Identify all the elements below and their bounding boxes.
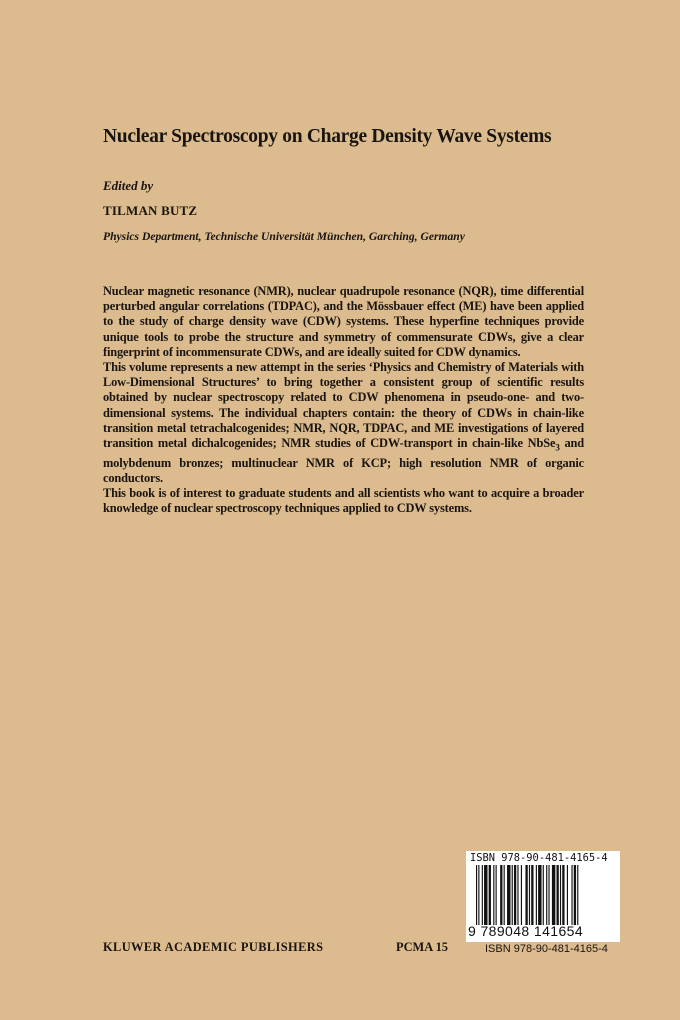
barcode-bar [517,865,518,925]
barcode-bar [536,865,537,925]
edited-by-label: Edited by [103,178,154,193]
barcode-bar [512,865,513,925]
barcode-bar [478,865,479,925]
isbn-top-label: ISBN 978-90-481-4165-4 [470,852,608,864]
barcode-bar [493,865,494,925]
editor-name: TILMAN BUTZ [103,203,198,218]
barcode-bar [577,865,578,925]
series-code: PCMA 15 [396,940,448,954]
barcode-bar [504,865,505,925]
barcode-bar [531,865,533,925]
barcode-bar [546,865,547,925]
publisher-name: KLUWER ACADEMIC PUBLISHERS [103,940,324,954]
barcode-bar [525,865,527,925]
barcode-bar [521,865,522,925]
barcode-bar [476,865,477,925]
ean-digits: 9 789048 141654 [468,923,583,939]
barcode-bar [548,865,549,925]
barcode-bar [484,865,487,925]
isbn-bottom-label: ISBN 978-90-481-4165-4 [485,943,608,955]
barcode-bar [529,865,530,925]
barcode-bar [552,865,555,925]
description-paragraph-2 [103,360,584,486]
barcode-bar [571,865,572,925]
description-paragraph-2-tail: and molybdenum bronzes; multinuclear NMR of KCP; high resolution NMR of organic conductors. [103,436,584,485]
barcode-bar [567,865,568,925]
editor-affiliation: Physics Department, Technische Universität München, Garching, Germany [103,230,465,243]
description-paragraph-3: This book is of interest to graduate students and all scientists who want to acquire a broader knowledge of nuclear spectroscopy techniques applied to CDW systems. [103,486,584,516]
barcode-bar [489,865,491,925]
book-title: Nuclear Spectroscopy on Charge Density Wave Systems [103,126,552,147]
barcode-bar [482,865,483,925]
barcode-bar [538,865,541,925]
barcode-bar [543,865,544,925]
barcode-bar [507,865,510,925]
subscript-3: 3 [555,442,560,453]
barcode-bar [514,865,516,925]
barcode-bars [476,865,616,925]
description-paragraph-2-text: This volume represents a new attempt in the series ‘Physics and Chemistry of Materials with Low-Dimensional Structures’ to bring together a consistent group of scientific results obtained by nuclear spectroscopy related to CDW phenomena in pseudo-one- and two-dimensional systems. The individual chapters contain: the theory of CDWs in chain-like transition metal tetrachalcogenides; NMR, NQR, TDPAC, and ME investigations of layered transition metal dichalcogenides; NMR studies of CDW-transport in chain-like NbSe [103,360,584,451]
barcode-bar [496,865,497,925]
barcode-bar [557,865,559,925]
isbn-barcode [466,851,620,942]
barcode-bar [574,865,576,925]
barcode-bar [560,865,561,925]
book-description [103,284,584,517]
barcode-bar [562,865,564,925]
description-paragraph-1: Nuclear magnetic resonance (NMR), nuclear quadrupole resonance (NQR), time differential perturbed angular correlations (TDPAC), and the Mössbauer effect (ME) have been applied to the study of charge density wave (CDW) systems. These hyperfine techniques provide unique tools to probe the structure and symmetry of commensurate CDWs, give a clear fingerprint of incommensurate CDWs, and are ideally suited for CDW dynamics. [103,284,584,359]
barcode-bar [500,865,502,925]
